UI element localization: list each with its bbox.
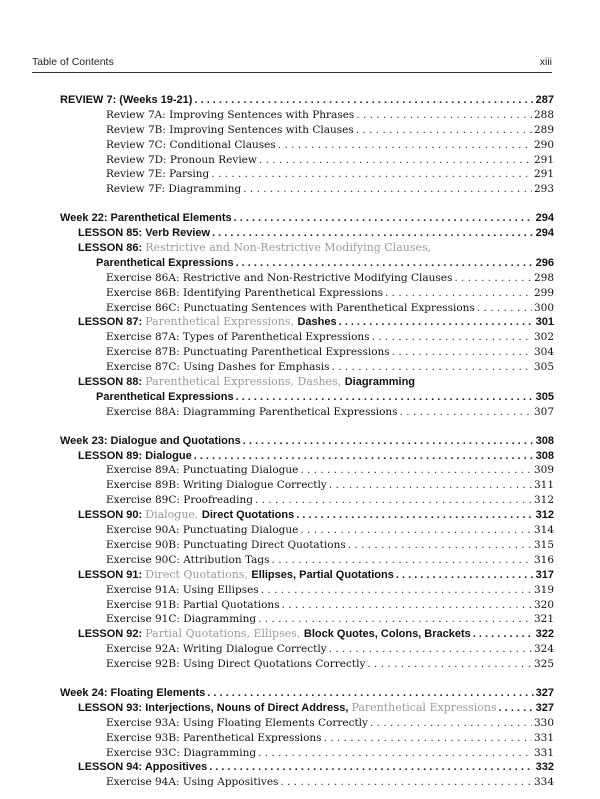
toc-entry-title-part: Exercise 89A: Punctuating Dialogue [106,464,299,477]
toc-entry-title [96,256,234,271]
toc-entry-title [78,760,207,775]
toc-entry-page: 304 [533,346,554,359]
leader-dots [236,390,534,405]
toc-entry-title-part: Week 24: Floating Elements [60,686,206,699]
toc-entry-title [106,360,330,375]
toc-entry-title [106,478,327,493]
leader-dots [280,775,532,790]
toc-lesson-entry [60,760,554,775]
toc-entry-title-part: Week 22: Parenthetical Elements [60,212,232,225]
toc-exercise-entry [60,598,554,613]
toc-entry-title [106,493,253,508]
toc-entry-title-gray-part: Dialogue, [145,508,202,522]
toc-entry-title [106,657,365,672]
toc-entry-page: 288 [533,108,554,121]
toc-entry-title [106,731,322,746]
toc-entry-title [106,286,383,301]
toc-entry-page: 293 [533,183,554,196]
toc-entry-page: 290 [533,138,554,151]
leader-dots [243,434,534,449]
toc-entry-page: 301 [535,316,554,329]
toc-lesson-entry [60,508,554,523]
toc-exercise-entry [60,167,554,182]
leader-dots [454,271,532,286]
toc-entry-title-part: LESSON 86: [78,242,146,255]
toc-entry-title [106,330,370,345]
leader-dots [370,716,532,731]
toc-entry-title [106,405,398,420]
leader-dots [372,330,532,345]
toc-exercise-entry [60,731,554,746]
toc-lesson-entry [60,449,554,464]
toc-entry-title [60,211,232,226]
toc-entry-title [106,553,270,568]
toc-entry-title-part: Review 7F: Diagramming [106,183,242,196]
toc-entry-title-part: LESSON 94: Appositives [78,761,208,774]
toc-entry-page: 289 [533,123,554,136]
toc-entry-page: 300 [533,301,554,314]
toc-entry-title-part: Direct Quotations [201,509,295,522]
toc-entry-title [106,345,390,360]
leader-dots [385,286,532,301]
leader-dots [261,583,532,598]
toc-exercise-entry [60,463,554,478]
toc-entry-title-part: Review 7C: Conditional Clauses [106,138,276,151]
toc-exercise-entry [60,746,554,761]
toc-entry-page: 308 [535,434,554,447]
leader-dots [207,686,533,701]
leader-dots [339,315,534,330]
leader-dots [324,731,532,746]
toc-entry-title [106,153,257,168]
leader-dots [194,93,533,108]
toc-lesson-entry [60,241,554,256]
toc-exercise-entry [60,553,554,568]
toc-entry-title-part: Exercise 93B: Parenthetical Expressions [106,731,322,744]
toc-entry-title [106,642,327,657]
toc-entry-page: 307 [533,405,554,418]
toc-entry-title-part: LESSON 91: [78,568,146,581]
toc-entry-title-gray-part: Partial Quotations, Ellipses, [145,627,304,641]
toc-entry-title-part: Parenthetical Expressions [96,390,234,403]
toc-entry-title-part: Review 7A: Improving Sentences with Phrases [106,108,355,121]
toc-entry-page: 316 [533,553,554,566]
running-header [32,56,552,72]
toc-entry-page: 296 [535,256,554,269]
toc-lesson-entry [60,256,554,271]
toc-entry-page: 305 [533,361,554,374]
toc-entry-page: 299 [533,286,554,299]
toc-exercise-entry [60,182,554,197]
leader-dots [255,493,532,508]
toc-entry-title [78,375,415,390]
toc-exercise-entry [60,286,554,301]
toc-exercise-entry [60,123,554,138]
toc-entry-title [106,523,298,538]
toc-week-entry [60,434,554,449]
header-rule [32,72,552,73]
leader-dots [473,627,534,642]
toc-entry-page: 327 [535,701,554,714]
toc-entry-title-part: LESSON 93: Interjections, Nouns of Direct Address, [78,701,352,714]
toc-entry-title [106,775,278,790]
toc-entry-title-part: Exercise 92A: Writing Dialogue Correctly [106,643,327,656]
toc-entry-title-part: LESSON 87: [78,316,146,329]
toc-exercise-entry [60,493,554,508]
toc-entry-title-gray-part: Parenthetical Expressions, Dashes, [145,375,345,389]
toc-entry-title-part: Exercise 90C: Attribution Tags [106,553,270,566]
toc-exercise-entry [60,538,554,553]
toc-entry-title-part: Exercise 88A: Diagramming Parenthetical Expressions [106,405,398,418]
toc-exercise-entry [60,153,554,168]
toc-exercise-entry [60,642,554,657]
toc-entry-title [78,226,210,241]
leader-dots [400,405,532,420]
toc-entry-page: 312 [533,494,554,507]
toc-entry-page: 325 [533,658,554,671]
toc-entry-title [78,241,431,256]
toc-entry-title [106,108,354,123]
leader-dots [300,463,532,478]
leader-dots [236,256,534,271]
toc-entry-title [106,746,256,761]
toc-entry-title-part: Exercise 91C: Diagramming [106,613,257,626]
leader-dots [211,167,532,182]
leader-dots [499,701,534,716]
toc-entry-page: 322 [535,628,554,641]
leader-dots [392,345,532,360]
toc-entry-title-part: Exercise 90A: Punctuating Dialogue [106,524,299,537]
toc-lesson-entry [60,568,554,583]
toc-lesson-entry [60,315,554,330]
leader-dots [259,153,532,168]
toc-entry-title-part: Dashes [297,316,337,329]
toc-exercise-entry [60,138,554,153]
leader-dots [234,211,534,226]
toc-exercise-entry [60,301,554,316]
toc-entry-title-part: LESSON 92: [78,628,146,641]
toc-entry-title [106,301,475,316]
toc-entry-title-part: Diagramming [344,376,416,389]
toc-entry-title-part: LESSON 88: [78,376,146,389]
toc-entry-page: 315 [533,538,554,551]
leader-dots [300,523,532,538]
toc-entry-title-gray-part: Restrictive and Non-Restrictive Modifying Clauses, [145,241,432,255]
toc-entry-page: 327 [535,686,554,699]
toc-exercise-entry [60,612,554,627]
leader-dots [329,642,532,657]
toc-entry-title-part: Exercise 86A: Restrictive and Non-Restrictive Modifying Clauses [106,271,453,284]
toc-entry-page: 302 [533,331,554,344]
toc-entry-page: 314 [533,524,554,537]
toc-exercise-entry [60,330,554,345]
leader-dots [272,553,532,568]
toc-lesson-entry [60,627,554,642]
toc-entry-title [78,701,497,716]
toc-entry-title-part: Review 7D: Pronoun Review [106,153,257,166]
leader-dots [396,568,534,583]
toc-week-entry [60,93,554,108]
leader-dots [278,138,532,153]
toc-lesson-entry [60,390,554,405]
toc-entry-page: 291 [533,153,554,166]
toc-entry-title-part: Exercise 87B: Punctuating Parenthetical Expressions [106,346,390,359]
leader-dots [332,360,532,375]
leader-dots [356,108,532,123]
leader-dots [367,657,532,672]
toc-entry-title [106,583,259,598]
toc-entry-title-part: LESSON 85: Verb Review [78,227,211,240]
leader-dots [348,538,532,553]
toc-entry-page: 309 [533,464,554,477]
toc-entry-title [106,716,368,731]
toc-entry-page: 305 [535,390,554,403]
toc-entry-page: 308 [535,449,554,462]
toc-entry-title [60,434,241,449]
toc-entry-title-part: Exercise 91B: Partial Quotations [106,598,280,611]
toc-entry-page: 317 [535,568,554,581]
section-title: Table of Contents [32,56,114,68]
leader-dots [296,508,533,523]
toc-entry-title-gray-part: Parenthetical Expressions [351,700,497,714]
toc-entry-page: 294 [535,212,554,225]
toc-entry-title [78,449,192,464]
toc-entry-title [106,538,346,553]
toc-exercise-entry [60,523,554,538]
toc-entry-page: 298 [533,271,554,284]
toc-entry-title [106,138,276,153]
toc-entry-title-part: Exercise 89C: Proofreading [106,494,253,507]
toc-entry-title-part: Exercise 86B: Identifying Parenthetical Expressions [106,286,383,299]
toc-entry-title-gray-part: Direct Quotations, [145,567,252,581]
toc-entry-page: 319 [533,583,554,596]
toc-entry-title-part: REVIEW 7: (Weeks 19-21) [60,94,193,106]
toc-entry-title-gray-part: Parenthetical Expressions, [145,315,298,329]
toc-exercise-entry [60,405,554,420]
toc-entry-title [60,686,205,701]
toc-lesson-entry [60,701,554,716]
toc-entry-title [106,271,452,286]
toc-entry-title-part: Block Quotes, Colons, Brackets [303,628,471,641]
toc-entry-title-part: Parenthetical Expressions [96,256,234,269]
toc-entry-title [106,598,280,613]
leader-dots [477,301,532,316]
toc-entry-title-part: Exercise 92B: Using Direct Quotations Correctly [106,658,366,671]
toc-entry-title [106,463,298,478]
toc-entry-title-part: Ellipses, Partial Quotations [251,568,394,581]
toc-entry-title [60,93,192,108]
toc-entry-title [106,167,209,182]
toc-entry-title [106,123,354,138]
toc-entry-title [78,568,394,583]
toc-entry-page: 291 [533,168,554,181]
toc-entry-title-part: Exercise 86C: Punctuating Sentences with Parenthetical Expressions [106,301,475,314]
toc-exercise-entry [60,583,554,598]
toc-entry-page: 312 [535,509,554,522]
toc-entry-title-part: Review 7B: Improving Sentences with Clauses [106,123,354,136]
toc-lesson-entry [60,226,554,241]
toc-entry-title-part: Exercise 90B: Punctuating Direct Quotations [106,538,346,551]
toc-week-entry [60,211,554,226]
toc-exercise-entry [60,775,554,790]
toc-entry-title-part: Week 23: Dialogue and Quotations [60,434,241,447]
toc-entry-page: 324 [533,643,554,656]
toc-entry-title-part: Exercise 93C: Diagramming [106,746,257,759]
toc-entry-title-part: LESSON 90: [78,509,146,522]
toc-entry-page: 294 [535,227,554,240]
toc-entry-title [78,508,294,523]
leader-dots [209,760,533,775]
toc-entry-page: 311 [533,479,554,492]
toc-lesson-entry [60,375,554,390]
toc-entry-page: 334 [533,776,554,789]
toc-entry-title-part: Exercise 91A: Using Ellipses [106,583,259,596]
toc-entry-title-part: Exercise 89B: Writing Dialogue Correctly [106,479,327,492]
toc-entry-title-part: Exercise 87A: Types of Parenthetical Expressions [106,331,370,344]
toc-entry-title [106,612,256,627]
toc-entry-title [78,627,471,642]
toc-entry-page: 331 [533,746,554,759]
toc-entry-title-part: Exercise 94A: Using Appositives [106,776,279,789]
toc-week-entry [60,686,554,701]
toc-entry-title-part: Review 7E: Parsing [106,168,210,181]
leader-dots [258,612,532,627]
toc-exercise-entry [60,360,554,375]
toc-entry-page: 287 [535,94,554,106]
toc-entry-page: 330 [533,716,554,729]
table-of-contents [60,93,554,790]
page-number: xiii [539,56,552,68]
toc-exercise-entry [60,716,554,731]
toc-exercise-entry [60,478,554,493]
toc-exercise-entry [60,345,554,360]
toc-entry-page: 321 [533,613,554,626]
leader-dots [212,226,534,241]
toc-entry-title-part: LESSON 89: Dialogue [78,449,192,462]
toc-entry-title-part: Exercise 93A: Using Floating Elements Correctly [106,716,368,729]
leader-dots [194,449,534,464]
toc-entry-title [78,315,337,330]
leader-dots [258,746,532,761]
toc-exercise-entry [60,271,554,286]
toc-entry-page: 332 [535,761,554,774]
toc-entry-title [106,182,241,197]
toc-entry-page: 320 [533,598,554,611]
leader-dots [282,598,532,613]
toc-entry-title [96,390,234,405]
toc-exercise-entry [60,657,554,672]
leader-dots [356,123,532,138]
leader-dots [329,478,532,493]
leader-dots [243,182,532,197]
toc-entry-page: 331 [533,731,554,744]
toc-entry-title-part: Exercise 87C: Using Dashes for Emphasis [106,361,330,374]
toc-exercise-entry [60,108,554,123]
